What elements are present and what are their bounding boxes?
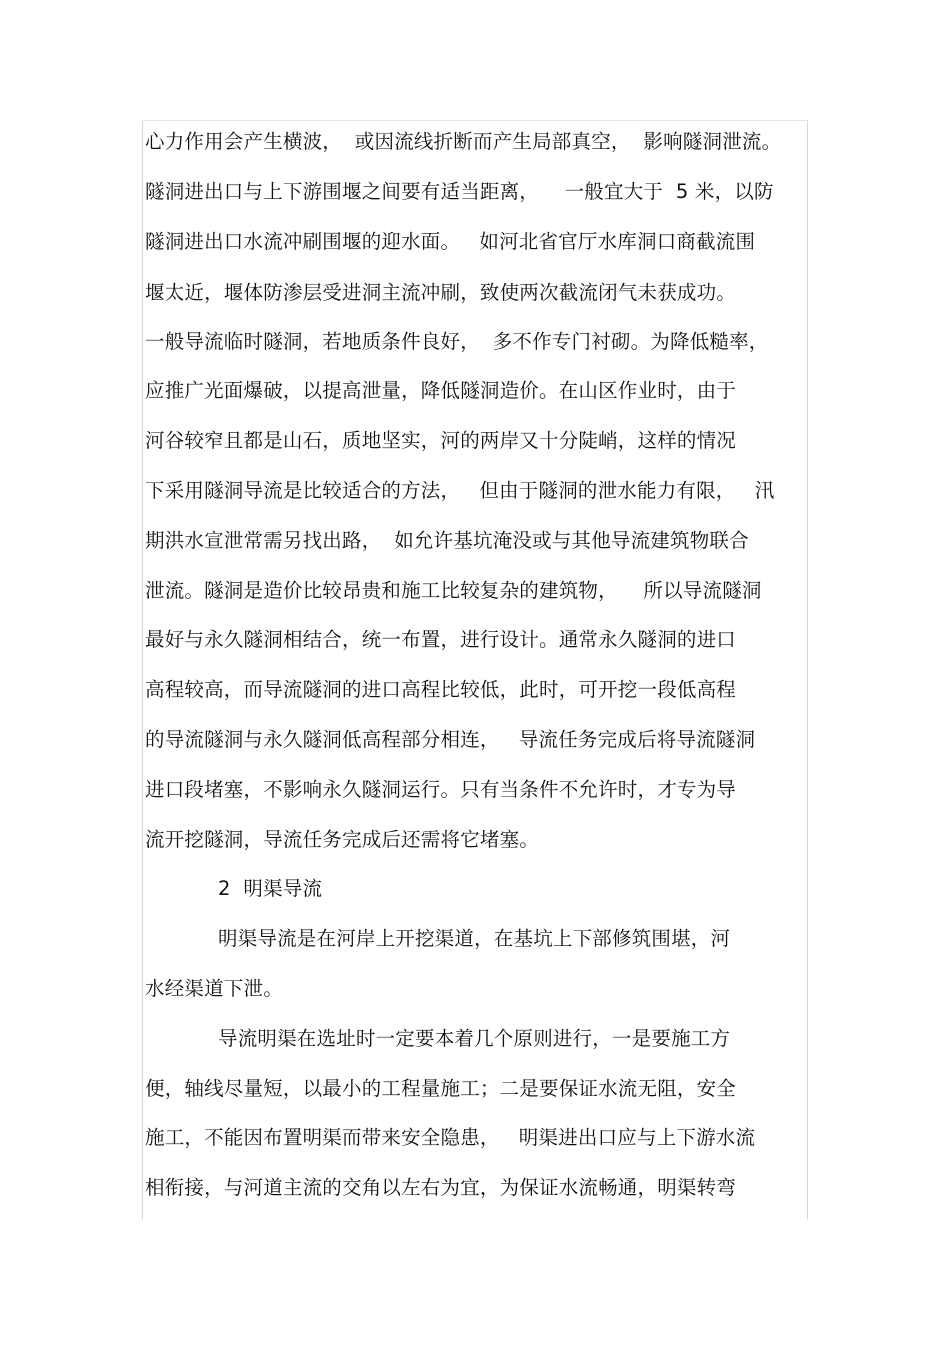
paragraph-line: 应推广光面爆破，以提高泄量，降低隧洞造价。在山区作业时，由于 (145, 379, 737, 402)
paragraph-line: 便，轴线尽量短，以最小的工程量施工；二是要保证水流无阻，安全 (145, 1077, 737, 1100)
paragraph-line: 高程较高，而导流隧洞的进口高程比较低，此时，可开挖一段低高程 (145, 678, 737, 701)
paragraph-line: 隧洞进出口水流冲刷围堰的迎水面。 如河北省官厅水库洞口商截流围 (145, 230, 756, 253)
paragraph-line: 河谷较窄且都是山石，质地坚实，河的两岸又十分陡峭，这样的情况 (145, 429, 737, 452)
paragraph-line: 导流明渠在选址时一定要本着几个原则进行，一是要施工方 (218, 1027, 731, 1050)
paragraph-line: 的导流隧洞与永久隧洞低高程部分相连， 导流任务完成后将导流隧洞 (145, 728, 756, 751)
paragraph-line: 下采用隧洞导流是比较适合的方法， 但由于隧洞的泄水能力有限， 汛 (145, 479, 775, 502)
paragraph-line: 一般导流临时隧洞，若地质条件良好， 多不作专门衬砌。为降低糙率， (145, 330, 769, 353)
paragraph-line: 隧洞进出口与上下游围堰之间要有适当距离， 一般宜大于 5 米，以防 (145, 180, 774, 203)
paragraph-line: 心力作用会产生横波， 或因流线折断而产生局部真空， 影响隧洞泄流。 (145, 130, 782, 153)
section-heading: 2 明渠导流 (218, 877, 323, 900)
paragraph-line: 施工，不能因布置明渠而带来安全隐患， 明渠进出口应与上下游水流 (145, 1126, 756, 1149)
paragraph-line: 明渠导流是在河岸上开挖渠道，在基坑上下部修筑围堪，河 (218, 927, 731, 950)
paragraph-line: 流开挖隧洞，导流任务完成后还需将它堵塞。 (145, 828, 540, 851)
paragraph-line: 堰太近，堰体防渗层受进洞主流冲刷，致使两次截流闭气未获成功。 (145, 281, 737, 304)
paragraph-line: 期洪水宣泄常需另找出路， 如允许基坑淹没或与其他导流建筑物联合 (145, 529, 749, 552)
paragraph-line: 泄流。隧洞是造价比较昂贵和施工比较复杂的建筑物， 所以导流隧洞 (145, 579, 762, 602)
paragraph-line: 进口段堵塞，不影响永久隧洞运行。只有当条件不允许时，才专为导 (145, 778, 737, 801)
paragraph-line: 最好与永久隧洞相结合，统一布置，进行设计。通常永久隧洞的进口 (145, 628, 737, 651)
paragraph-line: 水经渠道下泄。 (145, 977, 283, 1000)
paragraph-line: 相衔接，与河道主流的交角以左右为宜，为保证水流畅通，明渠转弯 (145, 1176, 737, 1199)
